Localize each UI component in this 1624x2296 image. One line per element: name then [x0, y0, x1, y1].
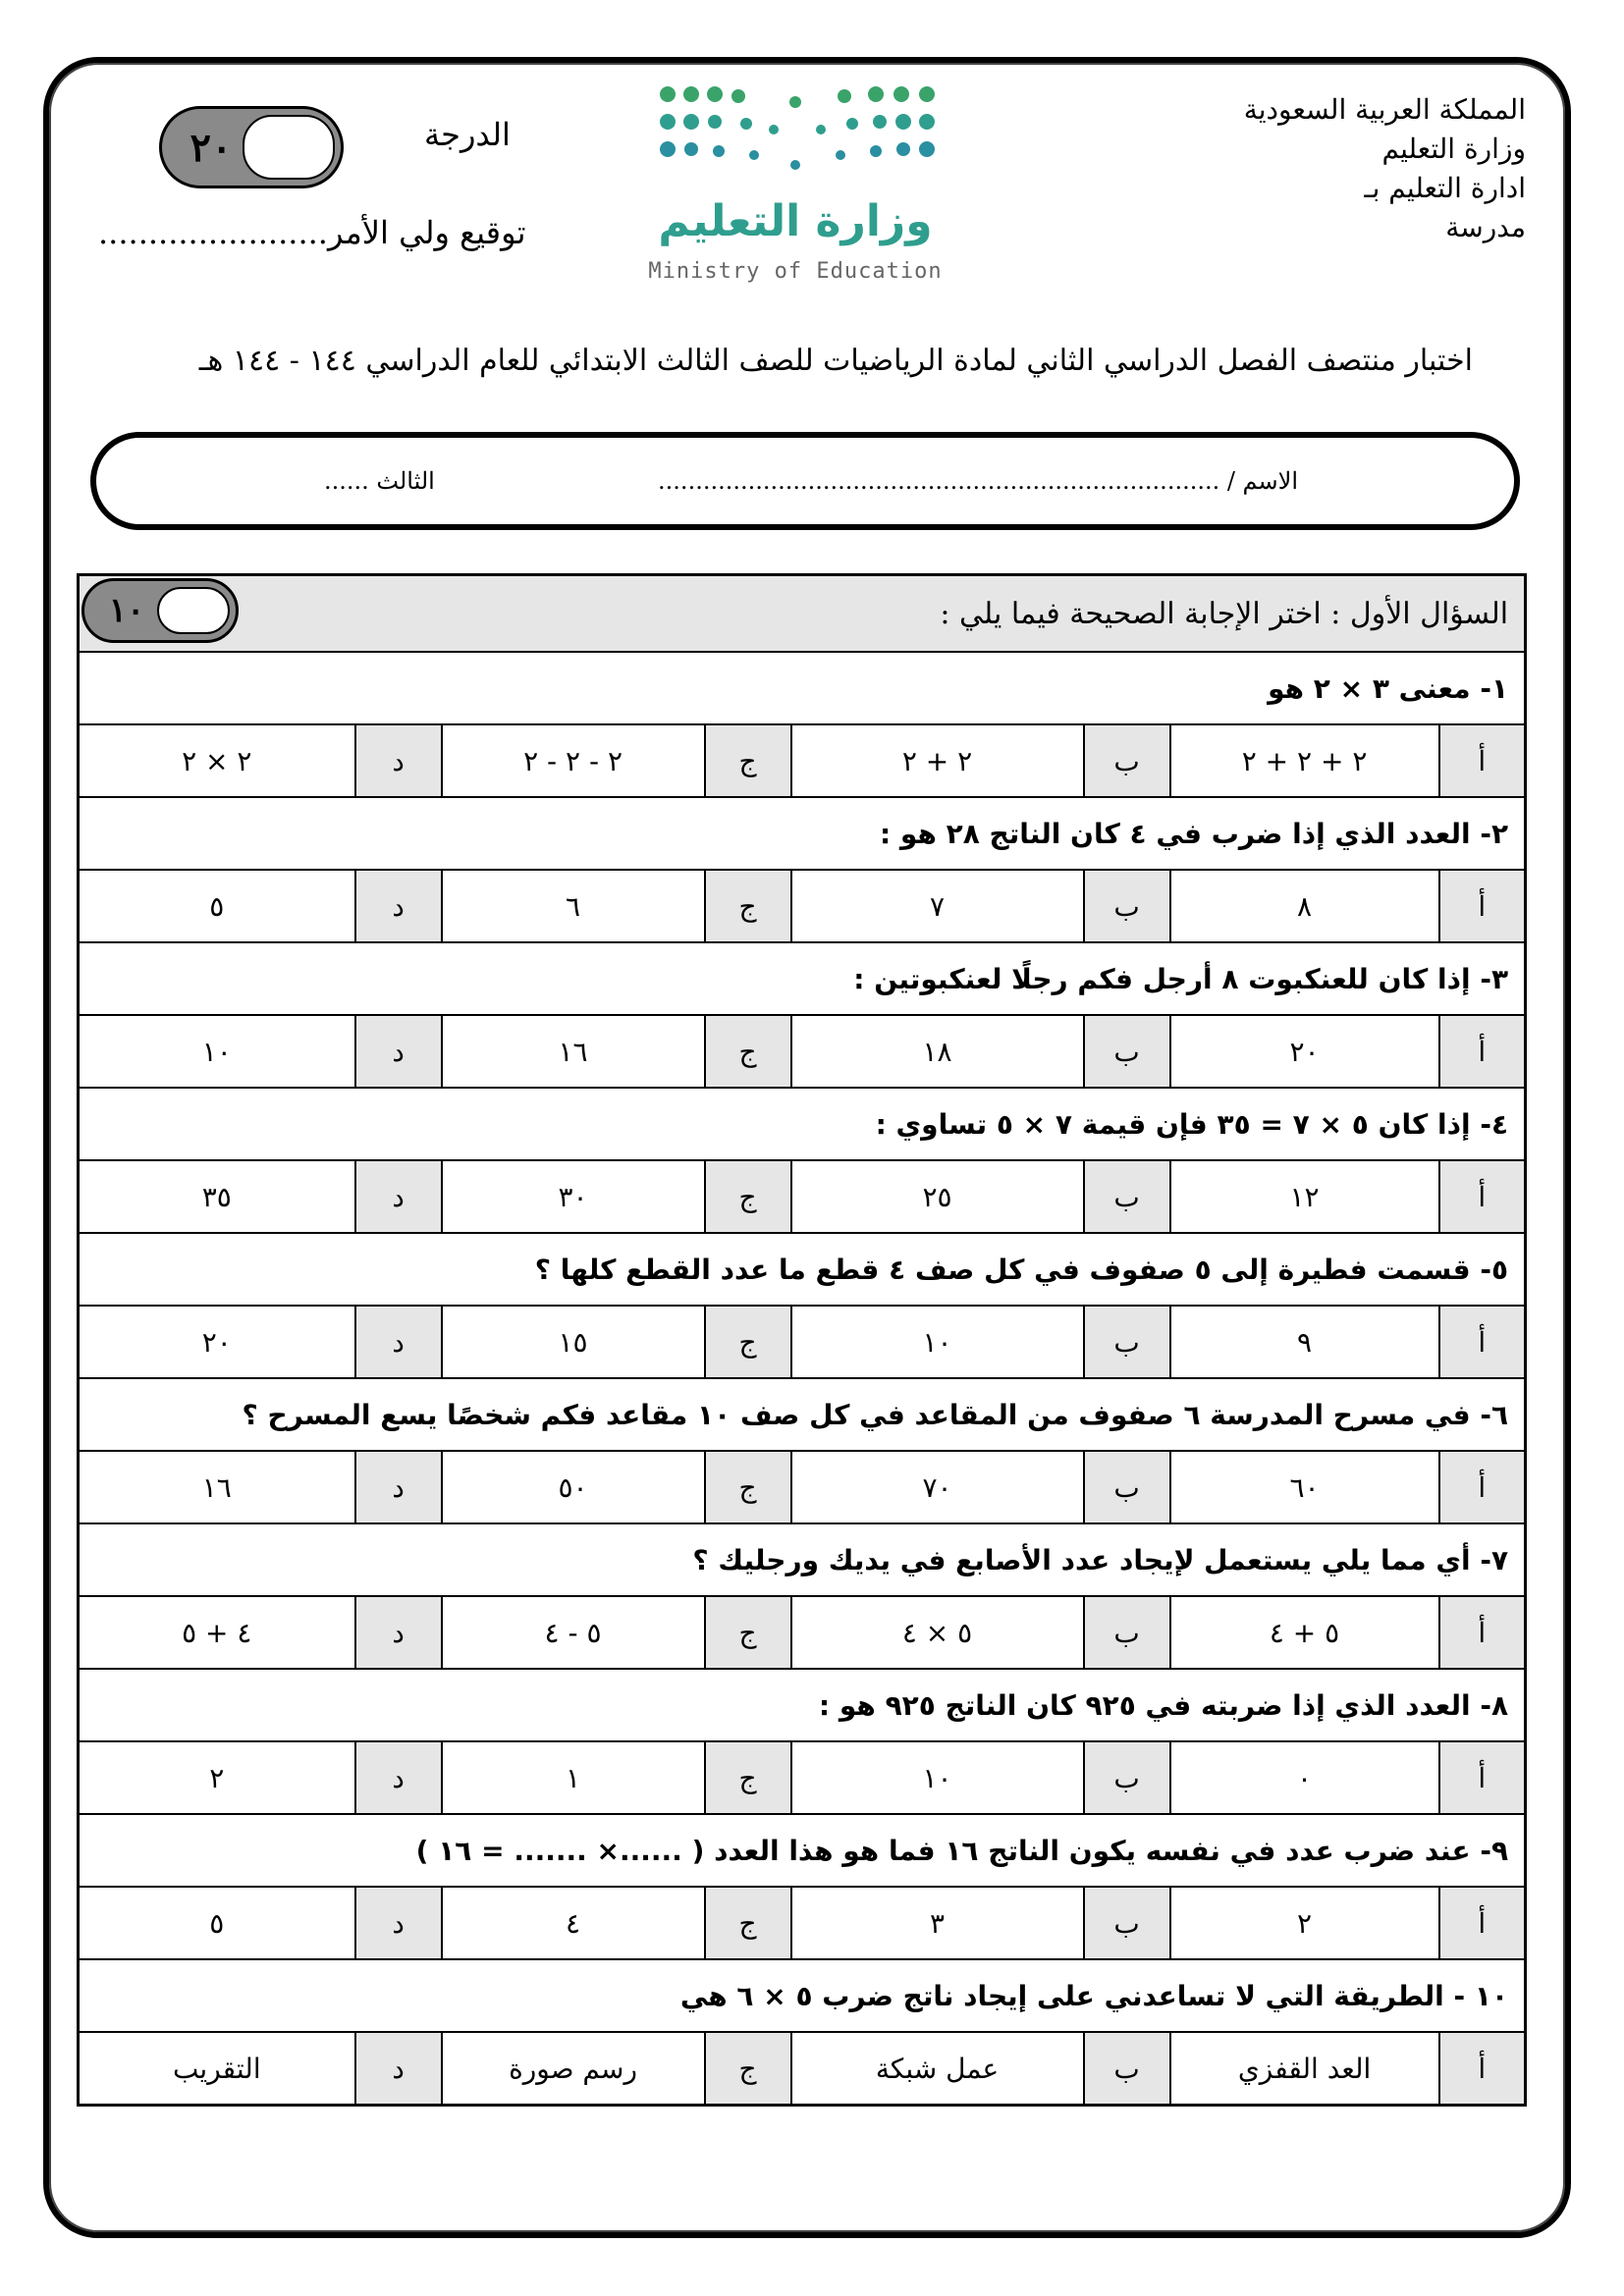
answer-option-b[interactable]: ٧	[791, 870, 1084, 942]
option-letter-a: أ	[1439, 1451, 1526, 1523]
question-text: ٤- إذا كان ٥ × ٧ = ٣٥ فإن قيمة ٧ × ٥ تساوي :	[79, 1088, 1526, 1160]
question-text: ٧- أي مما يلي يستعمل لإيجاد عدد الأصابع في يديك ورجليك ؟	[79, 1523, 1526, 1596]
answer-option-d[interactable]: ٢ × ٢	[79, 724, 355, 797]
option-letter-a: أ	[1439, 724, 1526, 797]
answer-option-d[interactable]: ١٦	[79, 1451, 355, 1523]
answer-option-b[interactable]: ١٠	[791, 1741, 1084, 1814]
ministry-label: وزارة التعليم	[1381, 133, 1526, 165]
answer-option-b[interactable]: ٢٥	[791, 1160, 1084, 1233]
question-text: ٢- العدد الذي إذا ضرب في ٤ كان الناتج ٢٨ هو :	[79, 797, 1526, 870]
option-letter-c: ج	[705, 1306, 791, 1378]
option-letter-a: أ	[1439, 1887, 1526, 1959]
answer-option-d[interactable]: ٥	[79, 870, 355, 942]
option-letter-a: أ	[1439, 1596, 1526, 1669]
answer-option-d[interactable]: ٣٥	[79, 1160, 355, 1233]
question-row	[79, 1814, 1526, 1887]
section-header-cell	[79, 575, 1526, 653]
total-score-value: ٢٠	[189, 124, 233, 171]
option-letter-a: أ	[1439, 1160, 1526, 1233]
option-letter-c: ج	[705, 1887, 791, 1959]
option-letter-a: أ	[1439, 1015, 1526, 1088]
question-text: ٦- في مسرح المدرسة ٦ صفوف من المقاعد في كل صف ١٠ مقاعد فكم شخصًا يسع المسرح ؟	[79, 1378, 1526, 1451]
answer-option-a[interactable]: ٨	[1170, 870, 1439, 942]
option-letter-a: أ	[1439, 870, 1526, 942]
option-letter-c: ج	[705, 1451, 791, 1523]
grade-label: الدرجة	[424, 116, 511, 153]
option-letter-b: ب	[1084, 870, 1170, 942]
section-score-blank	[157, 587, 230, 634]
answer-option-a[interactable]: العد القفزي	[1170, 2032, 1439, 2106]
question-text: ٨- العدد الذي إذا ضربته في ٩٢٥ كان الناتج ٩٢٥ هو :	[79, 1669, 1526, 1741]
answer-option-b[interactable]: ١٨	[791, 1015, 1084, 1088]
question-row	[79, 1233, 1526, 1306]
school-label: مدرسة	[1445, 211, 1526, 243]
student-info-box	[90, 432, 1520, 530]
question-row	[79, 1088, 1526, 1160]
logo-dots-icon	[648, 80, 943, 179]
student-class-field[interactable]: الثالث ......	[324, 467, 435, 495]
answer-option-a[interactable]: ٩	[1170, 1306, 1439, 1378]
answer-option-b[interactable]: ٢ + ٢	[791, 724, 1084, 797]
answer-row	[79, 1306, 1526, 1378]
question-text: ١- معنى ٣ × ٢ هو	[79, 652, 1526, 724]
option-letter-c: ج	[705, 1741, 791, 1814]
answer-row	[79, 1741, 1526, 1814]
option-letter-b: ب	[1084, 1160, 1170, 1233]
question-row	[79, 942, 1526, 1015]
option-letter-d: د	[355, 1306, 442, 1378]
answer-option-b[interactable]: ٧٠	[791, 1451, 1084, 1523]
questions-table	[77, 573, 1527, 2107]
option-letter-d: د	[355, 1887, 442, 1959]
answer-option-a[interactable]: ٥ + ٤	[1170, 1596, 1439, 1669]
option-letter-d: د	[355, 1451, 442, 1523]
question-text: ١٠ - الطريقة التي لا تساعدني على إيجاد ناتج ضرب ٥ × ٦ هي	[79, 1959, 1526, 2032]
logo-arabic-text: وزارة التعليم	[658, 196, 933, 246]
question-row	[79, 652, 1526, 724]
answer-option-c[interactable]: ٢ - ٢ - ٢	[442, 724, 705, 797]
option-letter-c: ج	[705, 1015, 791, 1088]
question-row	[79, 1523, 1526, 1596]
option-letter-d: د	[355, 1160, 442, 1233]
option-letter-c: ج	[705, 870, 791, 942]
option-letter-c: ج	[705, 2032, 791, 2106]
question-row	[79, 1959, 1526, 2032]
option-letter-b: ب	[1084, 1015, 1170, 1088]
section-score-badge	[81, 578, 239, 643]
option-letter-d: د	[355, 2032, 442, 2106]
answer-option-d[interactable]: ٤ + ٥	[79, 1596, 355, 1669]
answer-option-b[interactable]: ٥ × ٤	[791, 1596, 1084, 1669]
option-letter-a: أ	[1439, 1741, 1526, 1814]
section-score-value: ١٠	[108, 591, 145, 630]
answer-option-c[interactable]: ١	[442, 1741, 705, 1814]
answer-row	[79, 2032, 1526, 2106]
question-row	[79, 1378, 1526, 1451]
answer-option-b[interactable]: عمل شبكة	[791, 2032, 1084, 2106]
option-letter-b: ب	[1084, 1306, 1170, 1378]
answer-option-c[interactable]: ١٦	[442, 1015, 705, 1088]
answer-option-d[interactable]: ٢٠	[79, 1306, 355, 1378]
question-text: ٥- قسمت فطيرة إلى ٥ صفوف في كل صف ٤ قطع ما عدد القطع كلها ؟	[79, 1233, 1526, 1306]
answer-option-c[interactable]: رسم صورة	[442, 2032, 705, 2106]
option-letter-a: أ	[1439, 1306, 1526, 1378]
answer-option-a[interactable]: ٠	[1170, 1741, 1439, 1814]
answer-option-a[interactable]: ١٢	[1170, 1160, 1439, 1233]
ministry-logo	[648, 80, 943, 296]
option-letter-b: ب	[1084, 1596, 1170, 1669]
question-text: ٣- إذا كان للعنكبوت ٨ أرجل فكم رجلًا لعنكبوتين :	[79, 942, 1526, 1015]
option-letter-c: ج	[705, 1596, 791, 1669]
student-name-field[interactable]: الاسم / ...........................................................................	[658, 467, 1298, 495]
option-letter-d: د	[355, 724, 442, 797]
answer-option-c[interactable]: ٥ - ٤	[442, 1596, 705, 1669]
answer-option-d[interactable]: ٢	[79, 1741, 355, 1814]
kingdom-label: المملكة العربية السعودية	[1243, 93, 1526, 126]
header-info	[1231, 90, 1526, 247]
answer-option-c[interactable]: ٦	[442, 870, 705, 942]
admin-label: ادارة التعليم بـ	[1364, 172, 1526, 204]
question-row	[79, 1669, 1526, 1741]
option-letter-b: ب	[1084, 1451, 1170, 1523]
answer-option-d[interactable]: التقريب	[79, 2032, 355, 2106]
section-header-row	[79, 575, 1526, 653]
option-letter-d: د	[355, 870, 442, 942]
answer-option-d[interactable]: ٥	[79, 1887, 355, 1959]
answer-option-c[interactable]: ٤	[442, 1887, 705, 1959]
question-row	[79, 797, 1526, 870]
answer-option-c[interactable]: ١٥	[442, 1306, 705, 1378]
exam-title: اختبار منتصف الفصل الدراسي الثاني لمادة الرياضيات للصف الثالث الابتدائي للعام الدراسي ١٤٤ - ١٤٤ هـ	[198, 344, 1473, 378]
answer-row	[79, 724, 1526, 797]
option-letter-c: ج	[705, 724, 791, 797]
option-letter-a: أ	[1439, 2032, 1526, 2106]
answer-row	[79, 1160, 1526, 1233]
option-letter-b: ب	[1084, 2032, 1170, 2106]
answer-row	[79, 1596, 1526, 1669]
answer-option-a[interactable]: ٢٠	[1170, 1015, 1439, 1088]
answer-row	[79, 1015, 1526, 1088]
answer-option-b[interactable]: ١٠	[791, 1306, 1084, 1378]
answer-option-a[interactable]: ٢ + ٢ + ٢	[1170, 724, 1439, 797]
option-letter-b: ب	[1084, 1741, 1170, 1814]
answer-option-c[interactable]: ٥٠	[442, 1451, 705, 1523]
option-letter-b: ب	[1084, 724, 1170, 797]
option-letter-c: ج	[705, 1160, 791, 1233]
option-letter-d: د	[355, 1015, 442, 1088]
option-letter-b: ب	[1084, 1887, 1170, 1959]
answer-option-d[interactable]: ١٠	[79, 1015, 355, 1088]
option-letter-d: د	[355, 1596, 442, 1669]
answer-row	[79, 1887, 1526, 1959]
score-blank-box	[243, 115, 335, 180]
answer-option-a[interactable]: ٦٠	[1170, 1451, 1439, 1523]
logo-english-text: Ministry of Education	[648, 259, 943, 284]
answer-row	[79, 870, 1526, 942]
total-score-badge	[159, 106, 344, 188]
answer-row	[79, 1451, 1526, 1523]
answer-option-a[interactable]: ٢	[1170, 1887, 1439, 1959]
question-text: ٩- عند ضرب عدد في نفسه يكون الناتج ١٦ فما هو هذا العدد ( ......× ....... = ١٦ )	[79, 1814, 1526, 1887]
guardian-signature-field[interactable]: توقيع ولي الأمر.......................	[98, 214, 526, 251]
answer-option-c[interactable]: ٣٠	[442, 1160, 705, 1233]
section-title: السؤال الأول : اختر الإجابة الصحيحة فيما يلي :	[940, 596, 1509, 631]
answer-option-b[interactable]: ٣	[791, 1887, 1084, 1959]
option-letter-d: د	[355, 1741, 442, 1814]
